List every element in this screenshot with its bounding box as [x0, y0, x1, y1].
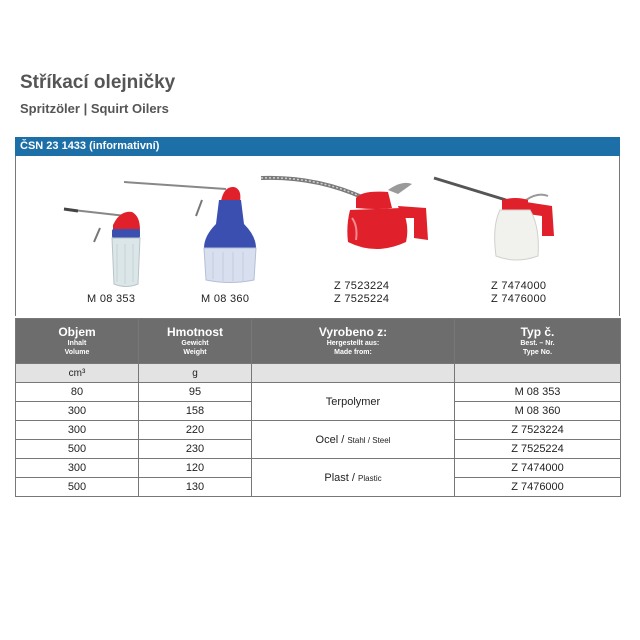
- header-type-no: Typ č. Best. – Nr. Type No.: [455, 319, 621, 364]
- cell-volume: 300: [16, 459, 139, 478]
- table-row: [16, 383, 621, 402]
- small-squirt-oiler-icon: [64, 209, 140, 287]
- page-subtitle: Spritzöler | Squirt Oilers: [20, 101, 169, 116]
- cell-weight: 158: [139, 402, 252, 421]
- product-code-4b: Z 7476000: [491, 293, 547, 305]
- header-weight: Hmotnost Gewicht Weight: [139, 319, 252, 364]
- table-row: [16, 421, 621, 440]
- specifications-table: [15, 318, 621, 497]
- table-row: [16, 459, 621, 478]
- cell-volume: 500: [16, 478, 139, 497]
- product-photos: [15, 156, 620, 316]
- cell-volume: 80: [16, 383, 139, 402]
- cell-material-plastic: Plast / Plastic: [252, 459, 455, 497]
- cell-volume: 300: [16, 421, 139, 440]
- product-code-1: M 08 353: [87, 293, 136, 305]
- product-illustrations: [16, 156, 621, 316]
- plastic-oiler-icon: [434, 178, 554, 260]
- cell-type-no: Z 7523224: [455, 421, 621, 440]
- unit-weight: g: [139, 364, 252, 383]
- cell-type-no: Z 7474000: [455, 459, 621, 478]
- product-code-2: M 08 360: [201, 293, 250, 305]
- product-code-4a: Z 7474000: [491, 280, 547, 292]
- cell-volume: 300: [16, 402, 139, 421]
- cell-material-steel: Ocel / Stahl / Steel: [252, 421, 455, 459]
- product-code-3b: Z 7525224: [334, 293, 390, 305]
- header-volume: Objem Inhalt Volume: [16, 319, 139, 364]
- cell-material-terpolymer: Terpolymer: [252, 383, 455, 421]
- unit-material-empty: [252, 364, 455, 383]
- cell-volume: 500: [16, 440, 139, 459]
- cell-type-no: Z 7525224: [455, 440, 621, 459]
- cell-type-no: Z 7476000: [455, 478, 621, 497]
- blue-squirt-oiler-icon: [124, 182, 256, 283]
- page-title: Stříkací olejničky: [20, 72, 176, 93]
- cell-weight: 220: [139, 421, 252, 440]
- cell-type-no: M 08 360: [455, 402, 621, 421]
- table-units-row: [16, 364, 621, 383]
- unit-type-empty: [455, 364, 621, 383]
- unit-volume: cm³: [16, 364, 139, 383]
- cell-type-no: M 08 353: [455, 383, 621, 402]
- red-steel-oiler-icon: [261, 178, 428, 249]
- standard-banner: ČSN 23 1433 (informativní): [15, 137, 620, 156]
- product-code-3a: Z 7523224: [334, 280, 390, 292]
- header-material: Vyrobeno z: Hergestellt aus: Made from:: [252, 319, 455, 364]
- cell-weight: 130: [139, 478, 252, 497]
- cell-weight: 230: [139, 440, 252, 459]
- table-header-row: [16, 319, 621, 364]
- cell-weight: 120: [139, 459, 252, 478]
- cell-weight: 95: [139, 383, 252, 402]
